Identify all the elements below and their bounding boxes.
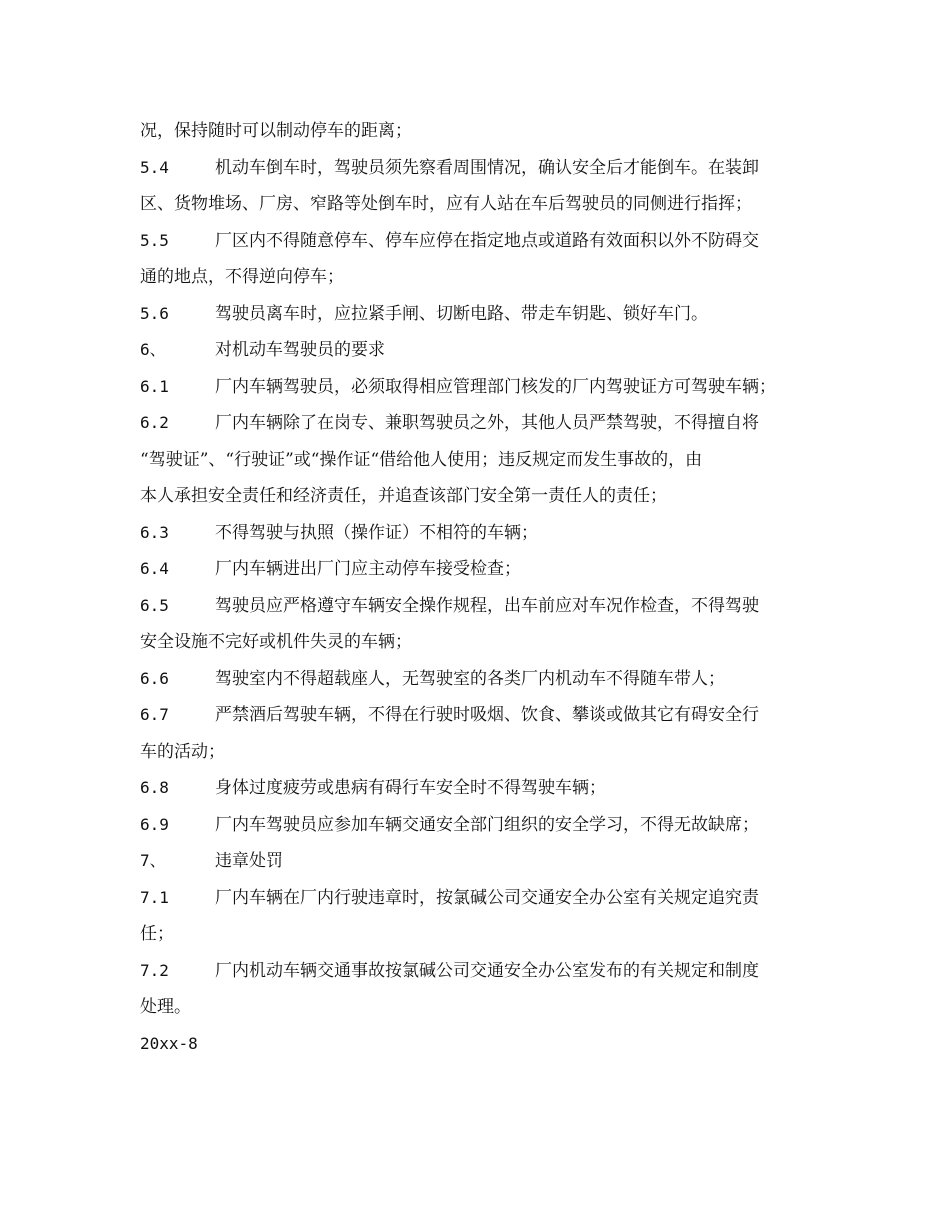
text-line [140, 186, 820, 223]
text-line [140, 478, 820, 515]
clause-number: 6.5 [140, 595, 169, 615]
line-text: 厂内车辆进出厂门应主动停车接受检查； [215, 559, 521, 579]
section-heading [140, 843, 820, 880]
text-line [140, 661, 820, 698]
line-text: 安全设施不完好或机件失灵的车辆； [140, 632, 412, 652]
section-number: 7、 [140, 851, 166, 870]
clause-number: 6.1 [140, 376, 169, 396]
line-text: 厂内车辆在厂内行驶违章时，按氯碱公司交通安全办公室有关规定追究责 [215, 887, 759, 908]
text-line [140, 442, 820, 479]
clause-number: 5.5 [140, 230, 169, 250]
line-text: 机动车倒车时，驾驶员须先察看周围情况，确认安全后才能倒车。在装卸 [215, 157, 759, 178]
footer-date: 20xx-8 [140, 1033, 198, 1053]
text-line [140, 551, 820, 588]
line-text: 车的活动； [140, 741, 225, 762]
line-text: 本人承担安全责任和经济责任，并追查该部门安全第一责任人的责任； [140, 486, 667, 506]
line-text: 区、货物堆场、厂房、窄路等处倒车时，应有人站在车后驾驶员的同侧进行指挥； [140, 194, 752, 214]
text-line [140, 369, 820, 406]
section-number: 6、 [140, 340, 166, 359]
line-text: 驾驶员离车时，应拉紧手闸、切断电路、带走车钥匙、锁好车门。 [215, 303, 708, 324]
clause-number: 6.9 [140, 814, 169, 834]
text-line [140, 734, 820, 771]
section-heading [140, 332, 820, 369]
text-line [140, 588, 820, 625]
line-text: 通的地点，不得逆向停车； [140, 267, 344, 287]
text-line [140, 150, 820, 187]
text-line [140, 296, 820, 333]
footer-date-line [140, 1026, 820, 1063]
text-line [140, 880, 820, 917]
text-line [140, 515, 820, 552]
line-text: 厂内车辆除了在岗专、兼职驾驶员之外，其他人员严禁驾驶，不得擅自将 [215, 413, 759, 433]
line-text: 厂区内不得随意停车、停车应停在指定地点或道路有效面积以外不防碍交 [215, 230, 759, 251]
line-text: 不得驾驶与执照（操作证）不相符的车辆； [215, 522, 538, 543]
line-text: 严禁酒后驾驶车辆，不得在行驶时吸烟、饮食、攀谈或做其它有碍安全行 [215, 705, 759, 725]
clause-number: 6.4 [140, 559, 169, 578]
text-line [140, 259, 820, 296]
text-line [140, 697, 820, 734]
text-line [140, 953, 820, 990]
section-title: 违章处罚 [215, 851, 283, 871]
line-text: “驾驶证”、“行驶证”或“操作证“借给他人使用；违反规定而发生事故的，由 [140, 449, 703, 470]
line-text: 厂内车驾驶员应参加车辆交通安全部门组织的安全学习，不得无故缺席； [215, 814, 759, 835]
line-text: 驾驶室内不得超载座人，无驾驶室的各类厂内机动车不得随车带人； [215, 668, 725, 689]
clause-number: 6.8 [140, 778, 169, 797]
text-line [140, 405, 820, 442]
text-line [140, 807, 820, 844]
line-text: 任； [140, 924, 174, 944]
section-title: 对机动车驾驶员的要求 [215, 340, 385, 360]
line-text: 驾驶员应严格遵守车辆安全操作规程，出车前应对车况作检查，不得驾驶 [215, 595, 759, 616]
line-text: 身体过度疲劳或患病有碍行车安全时不得驾驶车辆； [215, 778, 606, 798]
line-text: 厂内车辆驾驶员，必须取得相应管理部门核发的厂内驾驶证方可驾驶车辆； [215, 376, 776, 397]
text-line [140, 916, 820, 953]
text-line [140, 989, 820, 1026]
clause-number: 6.3 [140, 522, 169, 542]
line-text: 况，保持随时可以制动停车的距离； [140, 121, 412, 141]
clause-number: 5.6 [140, 303, 169, 323]
clause-number: 6.6 [140, 668, 169, 688]
clause-number: 6.7 [140, 705, 169, 724]
text-line [140, 223, 820, 260]
line-text: 处理。 [140, 997, 191, 1017]
text-line [140, 113, 820, 150]
document-body [140, 113, 820, 1062]
clause-number: 5.4 [140, 157, 169, 177]
text-line [140, 770, 820, 807]
clause-number: 6.2 [140, 413, 169, 432]
text-line [140, 624, 820, 661]
clause-number: 7.2 [140, 960, 169, 980]
line-text: 厂内机动车辆交通事故按氯碱公司交通安全办公室发布的有关规定和制度 [215, 960, 759, 981]
clause-number: 7.1 [140, 887, 169, 907]
